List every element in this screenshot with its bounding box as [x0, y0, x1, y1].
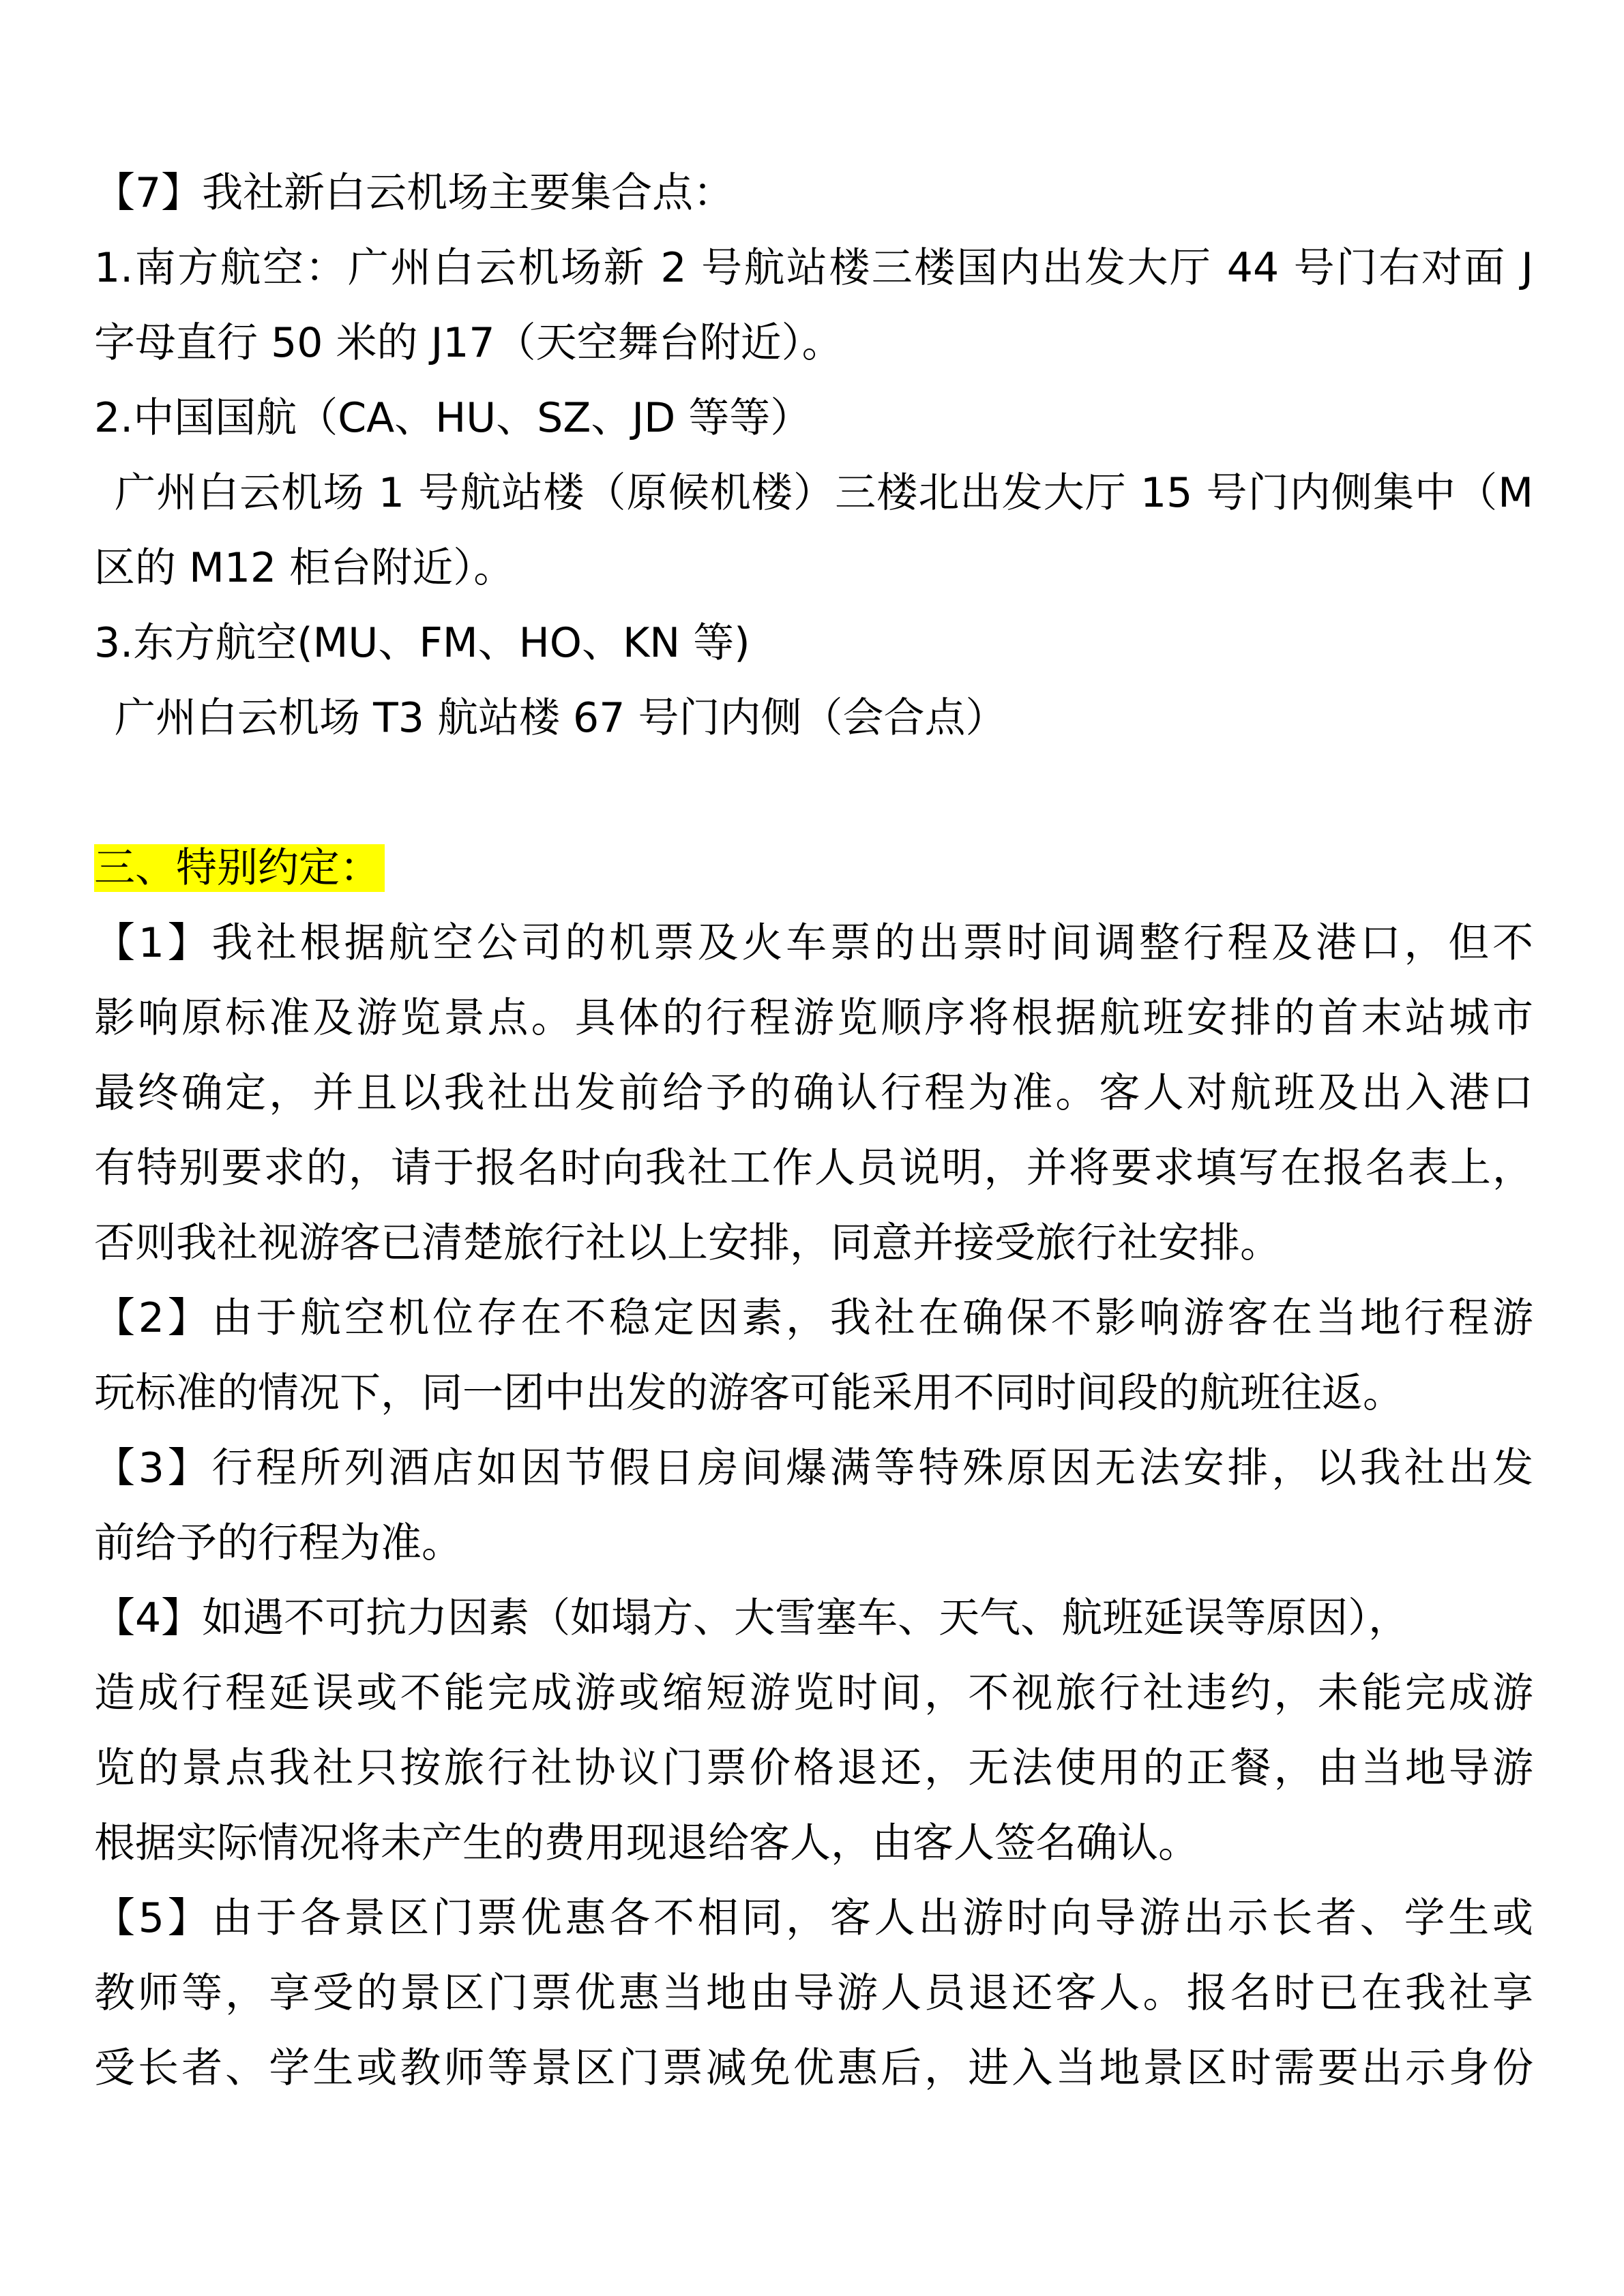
item-3-title: 3.东方航空(MU、FM、HO、KN 等): [94, 619, 750, 667]
paragraph-4-line: 览的景点我社只按旅行社协议门票价格退还，无法使用的正餐，由当地导游: [94, 1744, 1533, 1792]
item-2-title: 2.中国国航（CA、HU、SZ、JD 等等）: [94, 394, 812, 442]
item-1-line-1: 1.南方航空：广州白云机场新 2 号航站楼三楼国内出发大厅 44 号门右对面 J: [94, 244, 1533, 292]
paragraph-1-line: 【1】我社根据航空公司的机票及火车票的出票时间调整行程及港口，但不: [94, 919, 1533, 967]
paragraph-1-line: 最终确定，并且以我社出发前给予的确认行程为准。客人对航班及出入港口: [94, 1069, 1533, 1117]
paragraph-1-line: 有特别要求的，请于报名时向我社工作人员说明，并将要求填写在报名表上，: [94, 1144, 1533, 1192]
paragraph-4-line: 造成行程延误或不能完成游或缩短游览时间，不视旅行社违约，未能完成游: [94, 1669, 1533, 1717]
paragraph-5-line: 【5】由于各景区门票优惠各不相同，客人出游时向导游出示长者、学生或: [94, 1894, 1533, 1942]
item-3-line-1: 广州白云机场 T3 航站楼 67 号门内侧（会合点）: [115, 694, 1007, 742]
paragraph-5-line: 受长者、学生或教师等景区门票减免优惠后，进入当地景区时需要出示身份: [94, 2044, 1533, 2092]
document-page: [94, 155, 1533, 2106]
item-1-line-2: 字母直行 50 米的 J17（天空舞台附近）。: [94, 319, 843, 367]
spacer: [94, 756, 1533, 831]
section-3-heading-row: [94, 831, 1533, 906]
paragraph-4-line: 【4】如遇不可抗力因素（如塌方、大雪塞车、天气、航班延误等原因），: [94, 1594, 1410, 1642]
section-7-heading: 【7】我社新白云机场主要集合点：: [94, 169, 735, 217]
item-2-line-2: 区的 M12 柜台附近）。: [94, 544, 515, 592]
paragraph-2-line: 玩标准的情况下，同一团中出发的游客可能采用不同时间段的航班往返。: [94, 1369, 1404, 1417]
paragraph-3-line: 【3】行程所列酒店如因节假日房间爆满等特殊原因无法安排，以我社出发: [94, 1444, 1533, 1492]
paragraph-3-line: 前给予的行程为准。: [94, 1519, 462, 1567]
paragraph-5-line: 教师等，享受的景区门票优惠当地由导游人员退还客人。报名时已在我社享: [94, 1969, 1533, 2017]
section-3-heading: 三、特别约定：: [94, 844, 385, 892]
item-2-line-1: 广州白云机场 1 号航站楼（原候机楼）三楼北出发大厅 15 号门内侧集中（M: [115, 469, 1533, 517]
paragraph-2-line: 【2】由于航空机位存在不稳定因素，我社在确保不影响游客在当地行程游: [94, 1294, 1533, 1342]
paragraph-4-line: 根据实际情况将未产生的费用现退给客人，由客人签名确认。: [94, 1819, 1199, 1867]
paragraph-1-line: 否则我社视游客已清楚旅行社以上安排，同意并接受旅行社安排。: [94, 1219, 1281, 1267]
paragraph-1-line: 影响原标准及游览景点。具体的行程游览顺序将根据航班安排的首末站城市: [94, 994, 1533, 1042]
